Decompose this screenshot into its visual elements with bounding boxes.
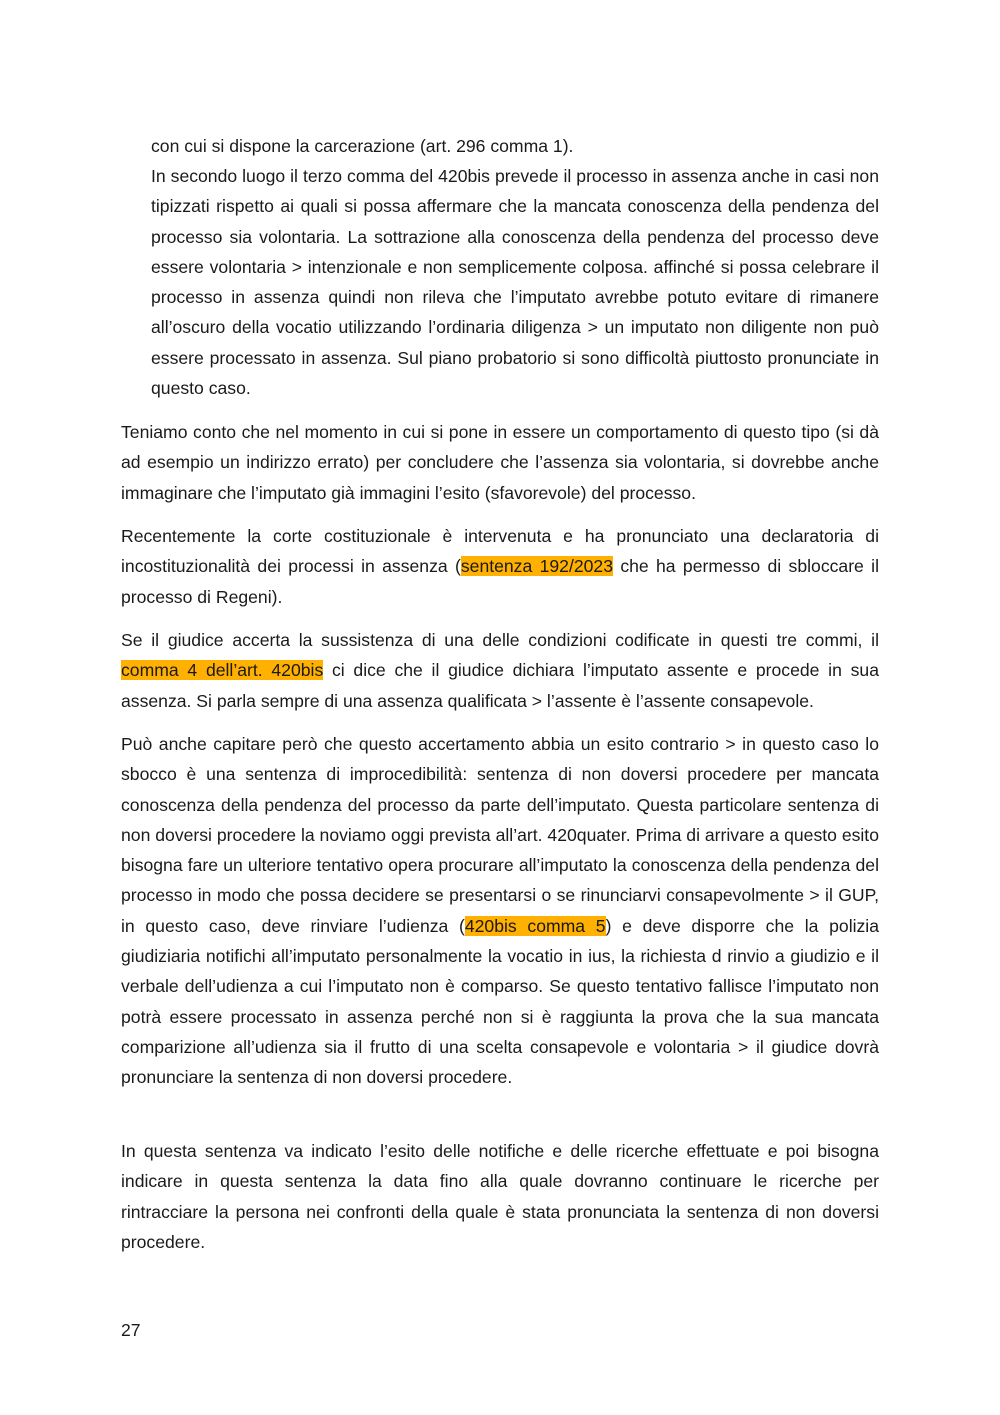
paragraph-text: Recentemente la corte costituzionale è intervenuta e ha pronunciato una declaratoria di incostituzionalità dei processi in assenza ( [121,526,879,577]
paragraph-text: Teniamo conto che nel momento in cui si pone in essere un comportamento di questo tipo (si dà ad esempio un indirizzo errato) per concludere che l’assenza sia volontaria, si dovrebbe anche immaginare che l’imputato già immagini l’esito (sfavorevole) del processo. [121,422,879,503]
paragraph-text: ) e deve disporre che la polizia giudiziaria notifichi all’imputato personalmente la vocatio in ius, la richiesta d rinvio a giudizio e il verbale dell’udienza a cui l’imputato non è comparso. Se questo tentativo fallisce l’imputato non potrà essere processato in assenza perché non si è raggiunta la prova che la sua mancata comparizione all’udienza sia il frutto di una scelta consapevole e volontaria > il giudice dovrà pronunciare la sentenza di non doversi procedere. [121,915,880,1088]
paragraph-carcerazione [151,131,879,161]
highlighted-reference: sentenza 192/2023 [460,556,613,577]
paragraph-comportamento [121,417,879,508]
paragraph-corte-costituzionale [121,521,879,612]
paragraph-text: Se il giudice accerta la sussistenza di una delle condizioni codificate in questi tre commi, il [121,630,879,650]
highlighted-reference: comma 4 dell’art. 420bis [121,660,324,681]
paragraph-improcedibilita [121,729,879,1093]
page-number: 27 [121,1320,141,1340]
paragraph-comma-4 [121,625,879,716]
paragraph-esito-notifiche [121,1136,879,1257]
paragraph-text: ci dice che il giudice dichiara l’imputato assente e procede in sua assenza. Si parla sempre di una assenza qualificata > l’assente è l’assente consapevole. [121,660,879,711]
paragraph-text: In questa sentenza va indicato l’esito delle notifiche e delle ricerche effettuate e poi bisogna indicare in questa sentenza la data fino alla quale dovranno continuare le ricerche per rintracciare la persona nei confronti della quale è stata pronunciata la sentenza di non doversi procedere. [121,1141,879,1252]
paragraph-text: Può anche capitare però che questo accertamento abbia un esito contrario > in questo caso lo sbocco è una sentenza di improcedibilità: sentenza di non doversi procedere per mancata conoscenza della pendenza del processo da parte dell’imputato. Questa particolare sentenza di non doversi procedere la noviamo oggi prevista all’art. 420quater. Prima di arrivare a questo esito bisogna fare un ulteriore tentativo opera procurare all’imputato la conoscenza della pendenza del processo in modo che possa decidere se presentarsi o se rinunciarvi consapevolmente > il GUP, in questo caso, deve rinviare l’udienza ( [121,734,879,936]
paragraph-text: con cui si dispone la carcerazione (art. 296 comma 1). [151,136,574,156]
paragraph-text: In secondo luogo il terzo comma del 420bis prevede il processo in assenza anche in casi non tipizzati rispetto ai quali si possa affermare che la mancata conoscenza della pendenza del processo sia volontaria. La sottrazione alla conoscenza della pendenza del processo deve essere volontaria > intenzionale e non semplicemente colposa. affinché si possa celebrare il processo in assenza quindi non rileva che l’imputato avrebbe potuto evitare di rimanere all’oscuro della vocatio utilizzando l’ordinaria diligenza > un imputato non diligente non può essere processato in assenza. Sul piano probatorio si sono difficoltà piuttosto pronunciate in questo caso. [151,166,879,399]
paragraph-terzo-comma [151,161,879,403]
paragraph-text: che ha permesso di sbloccare il processo di Regeni). [121,556,879,607]
highlighted-reference: 420bis comma 5 [464,915,606,936]
